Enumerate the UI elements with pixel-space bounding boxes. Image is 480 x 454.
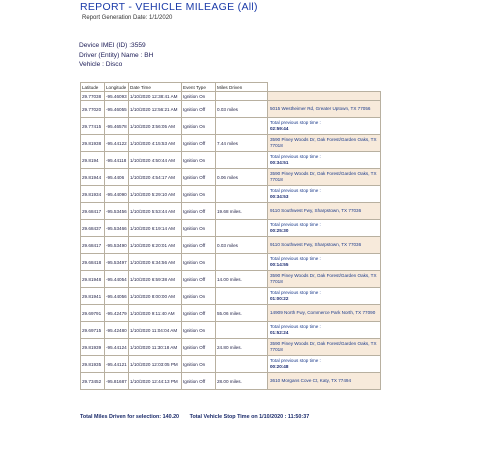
cell-miles [216, 118, 268, 135]
cell-event-type: Ignition On [182, 92, 216, 101]
cell-longitude: -95.44121 [105, 356, 129, 373]
table-row [81, 152, 381, 169]
cell-event-type: Ignition Off [182, 339, 216, 356]
cell-datetime: 1/10/2020 6:34:56 AM [129, 254, 182, 271]
cell-longitude: -95.44118 [105, 152, 129, 169]
table-row [81, 203, 381, 220]
cell-address: 3590 Piney Woods Dr, Oak Forest/Garden Oaks, TX 77018 [268, 271, 381, 288]
cell-event-type: Ignition On [182, 186, 216, 203]
cell-latitude: 29.77038 [81, 92, 105, 101]
cell-longitude: -95.53497 [105, 254, 129, 271]
stop-time-label: Total previous stop time : [270, 256, 321, 262]
table-header-row [81, 83, 381, 92]
table-row [81, 322, 381, 339]
cell-datetime: 1/10/2020 4:50:44 AM [129, 152, 182, 169]
report-title: REPORT - VEHICLE MILEAGE (All) [80, 1, 258, 13]
cell-event-type: Ignition Off [182, 373, 216, 390]
cell-latitude: 29.81935 [81, 356, 105, 373]
stop-time-value: 00:25:30 [270, 228, 289, 233]
vehicle-name: Vehicle : Disco [79, 61, 123, 68]
cell-miles [216, 288, 268, 305]
cell-longitude: -95.44056 [105, 288, 129, 305]
table-row [81, 356, 381, 373]
cell-longitude: -95.46055 [105, 101, 129, 118]
cell-event-type: Ignition Off [182, 169, 216, 186]
cell-address: 9110 Southwest Fwy, Sharpstown, TX 77036 [268, 203, 381, 220]
cell-event-type: Ignition On [182, 152, 216, 169]
cell-event-type: Ignition On [182, 118, 216, 135]
cell-stop-time [268, 254, 381, 271]
cell-datetime: 1/10/2020 6:59:38 AM [129, 271, 182, 288]
cell-latitude: 29.81938 [81, 135, 105, 152]
cell-stop-time [268, 152, 381, 169]
cell-datetime: 1/10/2020 11:30:18 AM [129, 339, 182, 356]
cell-stop-time [268, 288, 381, 305]
cell-stop-time [268, 322, 381, 339]
header-longitude: Longitude [105, 83, 129, 92]
stop-time-value: 01:00:22 [270, 296, 289, 301]
table-row [81, 271, 381, 288]
cell-latitude: 29.81934 [81, 186, 105, 203]
cell-latitude: 29.8194 [81, 152, 105, 169]
stop-time-label: Total previous stop time : [270, 358, 321, 364]
cell-longitude: -95.42479 [105, 305, 129, 322]
cell-miles: 55.06 miles. [216, 305, 268, 322]
cell-miles: 0.03 miles [216, 101, 268, 118]
cell-latitude: 29.68418 [81, 254, 105, 271]
total-miles-driven: Total Miles Driven for selection: 140.20 [80, 414, 180, 420]
cell-event-type: Ignition On [182, 288, 216, 305]
header-event-type: Event Type [182, 83, 216, 92]
cell-address: 3590 Piney Woods Dr, Oak Forest/Garden Oaks, TX 77018 [268, 339, 381, 356]
table-row [81, 118, 381, 135]
cell-miles: 24.80 miles. [216, 339, 268, 356]
cell-event-type: Ignition Off [182, 271, 216, 288]
table-row [81, 288, 381, 305]
cell-latitude: 29.81941 [81, 288, 105, 305]
table-row [81, 220, 381, 237]
cell-longitude: -95.42480 [105, 322, 129, 339]
cell-latitude: 29.69791 [81, 305, 105, 322]
cell-address: 3590 Piney Woods Dr, Oak Forest/Garden Oaks, TX 77018 [268, 135, 381, 152]
cell-miles [216, 322, 268, 339]
stop-time-label: Total previous stop time : [270, 154, 321, 160]
table-row [81, 373, 381, 390]
cell-miles [216, 220, 268, 237]
cell-longitude: -95.81687 [105, 373, 129, 390]
cell-event-type: Ignition On [182, 254, 216, 271]
cell-latitude: 29.81944 [81, 169, 105, 186]
cell-latitude: 29.73452 [81, 373, 105, 390]
device-imei: Device IMEI (ID) :3559 [79, 42, 146, 49]
cell-datetime: 1/10/2020 4:15:53 AM [129, 135, 182, 152]
cell-miles [216, 254, 268, 271]
cell-datetime: 1/10/2020 11:04:04 AM [129, 322, 182, 339]
cell-event-type: Ignition Off [182, 135, 216, 152]
cell-miles [216, 152, 268, 169]
cell-latitude: 29.68417 [81, 237, 105, 254]
header-datetime: Date Time [129, 83, 182, 92]
header-extra [268, 83, 381, 92]
header-miles-driven: Miles Driven [216, 83, 268, 92]
cell-datetime: 1/10/2020 6:19:14 AM [129, 220, 182, 237]
cell-event-type: Ignition Off [182, 101, 216, 118]
table-row [81, 101, 381, 118]
cell-datetime: 1/10/2020 4:54:17 AM [129, 169, 182, 186]
cell-longitude: -95.46578 [105, 118, 129, 135]
cell-empty [268, 92, 381, 101]
cell-address: 14909 North Fwy, Commerce Park North, TX 77090 [268, 305, 381, 322]
stop-time-value: 00:34:51 [270, 160, 289, 165]
cell-datetime: 1/10/2020 12:44:13 PM [129, 373, 182, 390]
cell-latitude: 29.68437 [81, 220, 105, 237]
cell-datetime: 1/10/2020 3:56:05 AM [129, 118, 182, 135]
cell-longitude: -95.46093 [106, 93, 127, 99]
cell-miles: 14.00 miles. [216, 271, 268, 288]
report-meta [79, 41, 153, 70]
cell-longitude: -95.44122 [105, 135, 129, 152]
cell-event-type: Ignition Off [182, 237, 216, 254]
cell-longitude: -95.44124 [105, 339, 129, 356]
cell-stop-time [268, 186, 381, 203]
stop-time-label: Total previous stop time : [270, 290, 321, 296]
cell-miles: 0.06 miles [216, 169, 268, 186]
cell-miles: 7.44 miles [216, 135, 268, 152]
cell-miles [216, 356, 268, 373]
cell-stop-time [268, 356, 381, 373]
table-row [81, 237, 381, 254]
stop-time-value: 02:59:44 [270, 126, 289, 131]
cell-latitude: 29.81939 [81, 339, 105, 356]
cell-event-type: Ignition Off [182, 305, 216, 322]
header-latitude: Latitude [81, 83, 105, 92]
cell-event-type: Ignition On [182, 220, 216, 237]
cell-miles: 19.68 miles. [216, 203, 268, 220]
cell-address: 9110 Southwest Fwy, Sharpstown, TX 77036 [268, 237, 381, 254]
cell-datetime: 1/10/2020 9:11:40 AM [129, 305, 182, 322]
stop-time-value: 00:34:53 [270, 194, 289, 199]
table-row [81, 92, 381, 101]
cell-longitude: -95.44054 [105, 271, 129, 288]
table-row [81, 186, 381, 203]
table-row [81, 254, 381, 271]
cell-address: 3590 Piney Woods Dr, Oak Forest/Garden Oaks, TX 77018 [268, 169, 381, 186]
cell-address: 5015 Westheimer Rd, Greater Uptown, TX 77056 [268, 101, 381, 118]
cell-datetime: 1/10/2020 5:53:44 AM [129, 203, 182, 220]
cell-longitude: -95.53456 [105, 203, 129, 220]
stop-time-value: 00:14:55 [270, 262, 289, 267]
cell-stop-time [268, 220, 381, 237]
cell-latitude: 29.68417 [81, 203, 105, 220]
cell-event-type: Ignition Off [182, 203, 216, 220]
stop-time-label: Total previous stop time : [270, 222, 321, 228]
cell-datetime: 1/10/2020 5:29:10 AM [129, 186, 182, 203]
driver-name: Driver (Entity) Name : BH [79, 51, 154, 59]
stop-time-label: Total previous stop time : [270, 120, 321, 126]
stop-time-label: Total previous stop time : [270, 324, 321, 330]
cell-datetime: 1/10/2020 8:00:00 AM [129, 288, 182, 305]
table-row [81, 339, 381, 356]
table-row [81, 305, 381, 322]
stop-time-label: Total previous stop time : [270, 188, 321, 194]
cell-event-type: Ignition On [182, 356, 216, 373]
cell-event-type: Ignition On [182, 322, 216, 339]
total-stop-time: Total Vehicle Stop Time on 1/10/2020 : 11:50:37 [189, 414, 310, 420]
cell-longitude: -95.44090 [105, 186, 129, 203]
cell-miles: 0.03 miles [216, 237, 268, 254]
cell-datetime: 1/10/2020 12:56:21 AM [129, 101, 182, 118]
cell-latitude: 29.69715 [81, 322, 105, 339]
cell-latitude: 29.77415 [81, 118, 105, 135]
cell-datetime: 1/10/2020 6:20:01 AM [129, 237, 182, 254]
table-row [81, 169, 381, 186]
cell-miles [216, 186, 268, 203]
cell-datetime: 1/10/2020 12:03:05 PM [129, 356, 182, 373]
cell-latitude: 29.77020 [81, 101, 105, 118]
cell-longitude: -95.53490 [105, 237, 129, 254]
cell-latitude: 29.81948 [81, 271, 105, 288]
cell-address: 3610 Morgans Cove Ct, Katy, TX 77494 [268, 373, 381, 390]
cell-stop-time [268, 118, 381, 135]
table-row [81, 135, 381, 152]
report-footer [80, 414, 318, 420]
cell-miles: 28.00 miles. [216, 373, 268, 390]
cell-datetime: 1/10/2020 12:38:41 AM [129, 92, 182, 101]
stop-time-value: 01:52:24 [270, 330, 289, 335]
cell-longitude: -95.53466 [105, 220, 129, 237]
mileage-table [80, 82, 381, 390]
stop-time-value: 00:20:48 [270, 364, 289, 369]
cell-miles [216, 92, 268, 101]
report-generation-date: Report Generation Date: 1/1/2020 [82, 15, 173, 21]
cell-longitude: -95.4406 [105, 169, 129, 186]
